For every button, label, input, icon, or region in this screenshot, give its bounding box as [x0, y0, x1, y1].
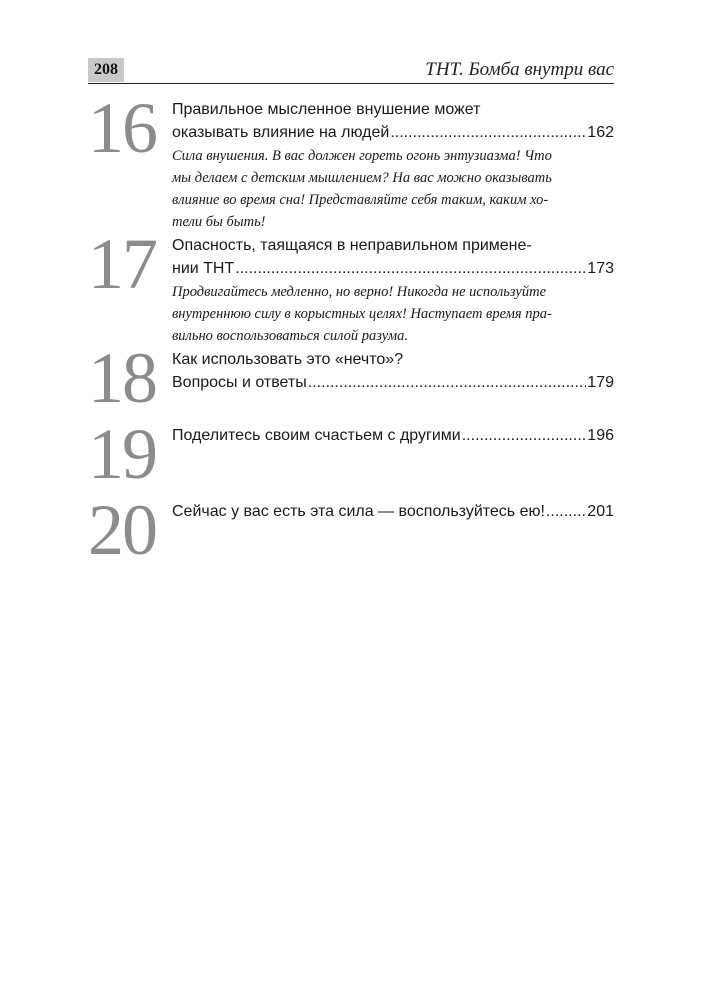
- entry-title-text: Опасность, таящаяся в неправильном примене-: [172, 237, 532, 254]
- chapter-number: 19: [88, 414, 156, 494]
- entry-title-line: [172, 348, 614, 371]
- entry-title-line: [172, 500, 614, 523]
- chapter-number: 16: [88, 88, 156, 168]
- entry-title-text: Как использовать это «нечто»?: [172, 351, 404, 368]
- dot-leader: [308, 371, 587, 394]
- entry-page-number[interactable]: 201: [587, 503, 614, 520]
- entry-body: [172, 424, 614, 447]
- entry-page-number[interactable]: 179: [587, 374, 614, 391]
- description-line: внутреннюю силу в корыстных целях! Наступает время пра-: [172, 306, 552, 322]
- description-line: тели бы быть!: [172, 214, 266, 230]
- entry-title-text: оказывать влияние на людей: [172, 124, 390, 141]
- page-number: 208: [88, 58, 124, 82]
- dot-leader: [390, 121, 586, 144]
- entry-body: [172, 234, 614, 347]
- entry-title-line: [172, 121, 614, 144]
- entry-page-number[interactable]: 173: [587, 260, 614, 277]
- entry-body: [172, 98, 614, 233]
- entry-description: [172, 145, 614, 233]
- entry-page-number[interactable]: 162: [587, 124, 614, 141]
- chapter-number: 17: [88, 224, 156, 304]
- dot-leader: [462, 424, 587, 447]
- dot-leader: [546, 500, 586, 523]
- entry-description: [172, 281, 614, 347]
- dot-leader: [235, 257, 586, 280]
- entry-title-line: [172, 257, 614, 280]
- description-line: Продвигайтесь медленно, но верно! Никогда не используйте: [172, 284, 547, 300]
- description-line: мы делаем с детским мышлением? На вас можно оказывать: [172, 170, 552, 186]
- entry-body: [172, 348, 614, 394]
- entry-title-text: Вопросы и ответы: [172, 374, 307, 391]
- running-title: ТНТ. Бомба внутри вас: [425, 59, 614, 80]
- entry-title-text: нии ТНТ: [172, 260, 235, 277]
- header-rule: [88, 83, 614, 84]
- running-header: [88, 58, 614, 86]
- chapter-number: 20: [88, 490, 156, 570]
- entry-title-line: [172, 98, 614, 121]
- entry-title-line: [172, 424, 614, 447]
- entry-title-line: [172, 371, 614, 394]
- chapter-number: 18: [88, 338, 156, 418]
- description-line: влияние во время сна! Представляйте себя таким, каким хо-: [172, 192, 549, 208]
- entry-title-text: Сейчас у вас есть эта сила — воспользуйтесь ею!: [172, 503, 545, 520]
- entry-title-line: [172, 234, 614, 257]
- description-line: Сила внушения. В вас должен гореть огонь энтузиазма! Что: [172, 148, 552, 164]
- entry-title-text: Поделитесь своим счастьем с другими: [172, 427, 461, 444]
- entry-page-number[interactable]: 196: [587, 427, 614, 444]
- entry-title-text: Правильное мысленное внушение может: [172, 101, 481, 118]
- entry-body: [172, 500, 614, 523]
- description-line: вильно воспользоваться силой разума.: [172, 328, 408, 344]
